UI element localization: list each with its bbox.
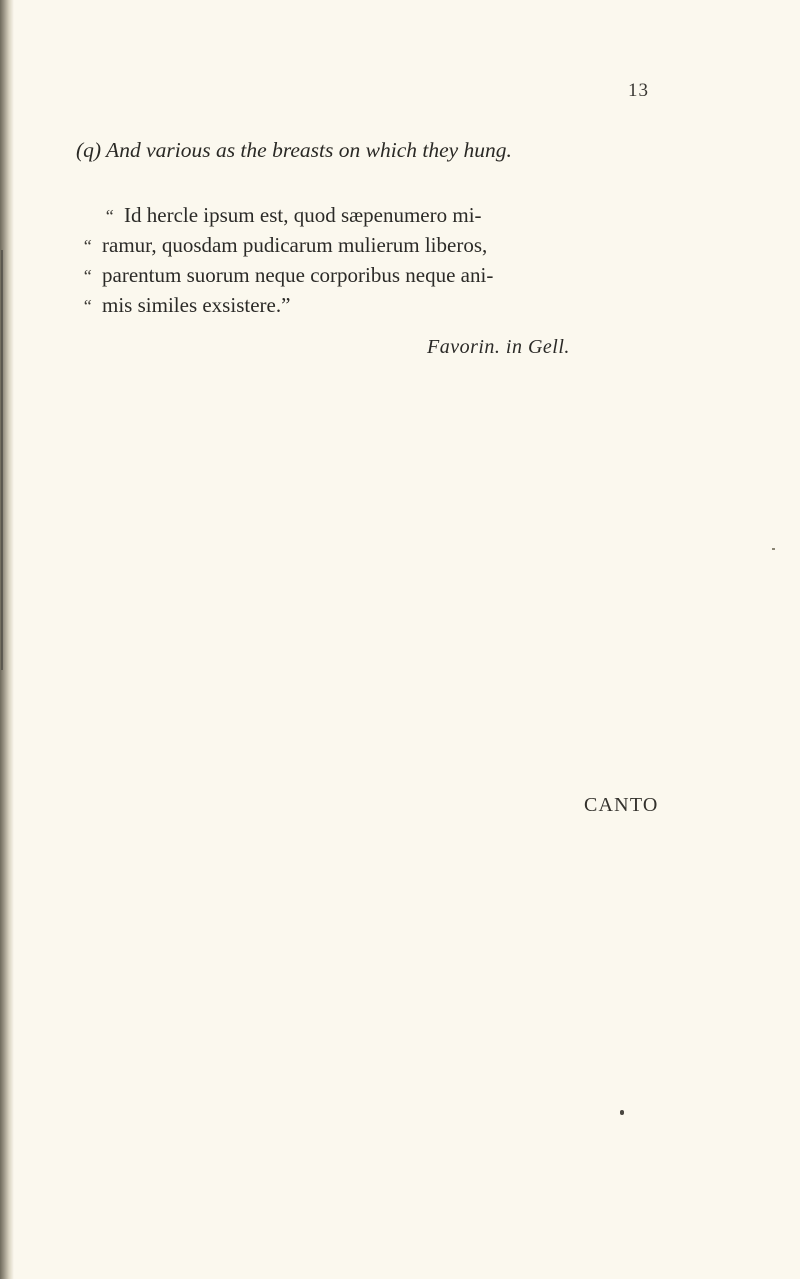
quote-attribution: Favorin. in Gell. [427,336,570,358]
page-number: 13 [628,80,649,101]
note-heading: (q) And various as the breasts on which they hung. [76,138,512,162]
quote-line [82,260,682,290]
quote-line-text: ramur, quosdam pudicarum mulierum liberos, [102,233,488,257]
open-quote-mark: “ [82,236,93,256]
quote-line [82,230,682,260]
open-quote-mark: “ [104,206,115,226]
ink-speck [772,548,775,550]
open-quote-mark: “ [82,266,93,286]
quote-line-text: Id hercle ipsum est, quod sæpenumero mi- [124,203,482,227]
quote-line-text: parentum suorum neque corporibus neque ani- [102,263,494,287]
ink-speck [620,1110,624,1115]
catchword: CANTO [584,794,659,816]
quote-line-text: mis similes exsistere.” [102,293,291,317]
quote-line [82,290,682,320]
latin-quotation [82,200,682,320]
quote-line [82,200,682,230]
open-quote-mark: “ [82,296,93,316]
binding-edge-line [1,250,3,670]
